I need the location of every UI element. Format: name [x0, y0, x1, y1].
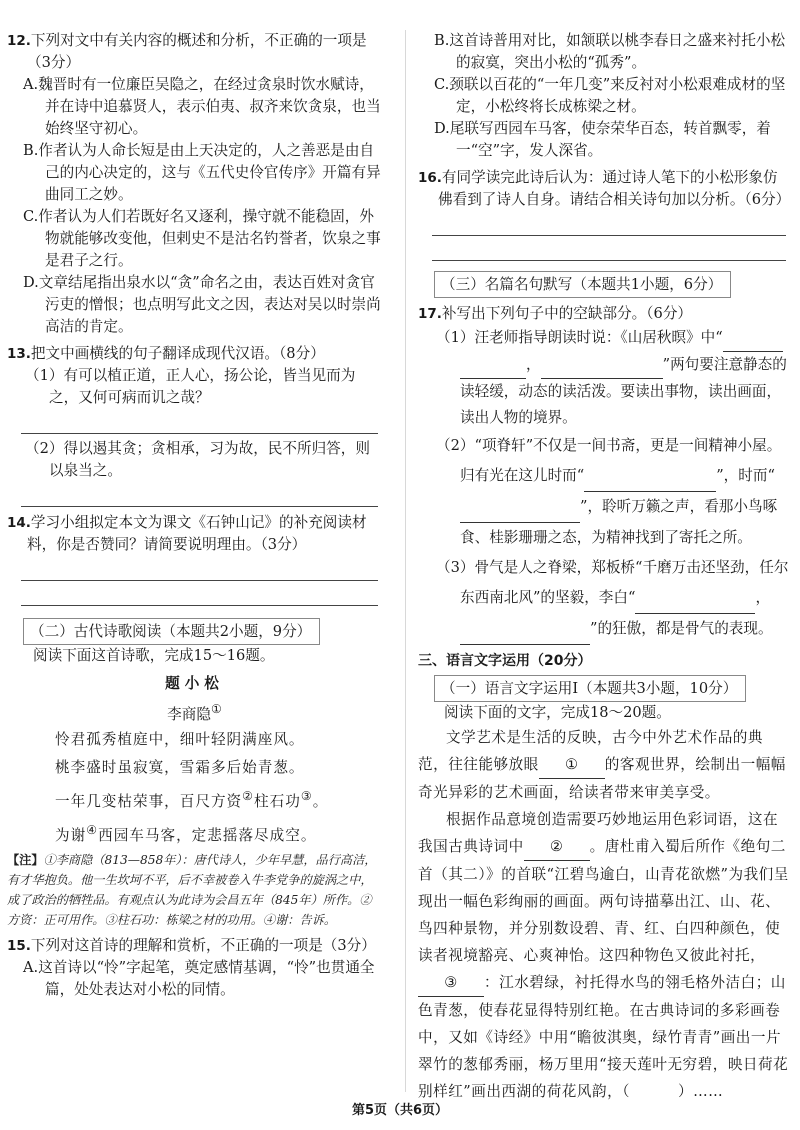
column-divider	[405, 30, 406, 1092]
option-a: A.这首诗以“怜”字起笔，奠定感情基调，“怜”也贯通全篇，处处表达对小松的同情。	[23, 958, 375, 998]
left-column	[7, 30, 382, 1006]
question-13-stem: 13.把文中画横线的句子翻译成现代汉语。（8分）	[7, 345, 325, 362]
question-17-stem: 17.补写出下列句子中的空缺部分。（6分）	[418, 305, 693, 322]
blank-3[interactable]: ③	[418, 969, 484, 997]
poem-line: 怜君孤秀植庭中，细叶轻阴满座风。	[55, 730, 305, 748]
poem-line: 一年几变枯荣事，百尺方资②柱石功③。	[55, 788, 329, 810]
fill-blank[interactable]	[460, 492, 580, 523]
question-number: 12.	[7, 33, 31, 49]
poem-notes: 【注】①李商隐（813—858年）：唐代诗人，少年早慧，品行高洁，有才华抱负。他一生坎坷不平，后不幸被卷入牛李党争的旋涡之中，成了政治的牺牲品。有观点认为此诗为会昌五年（845年）所作。②方资：正可用作。③柱石功：栋梁之材的功用。④谢：告诉。	[7, 852, 377, 927]
poem-line: 桃李盛时虽寂寞，雪霜多后始青葱。	[55, 758, 305, 776]
fill-blank[interactable]	[723, 325, 783, 352]
fill-blank[interactable]	[584, 461, 716, 492]
sub-question-2: （2）“项脊轩”不仅是一间书斋，更是一间精神小屋。归有光在这儿时而“ ”，时而“”，聆听万籁之声，看那小鸟啄食、桂影珊珊之态，为精神找到了寄托之所。	[436, 437, 782, 546]
section-header: （一）语言文字运用Ⅰ（本题共3小题，10分）	[418, 675, 790, 702]
question-13	[7, 343, 382, 507]
poem-author: 李商隐①	[167, 702, 222, 723]
question-15-stem: 15.下列对这首诗的理解和赏析，不正确的一项是（3分）	[7, 936, 376, 954]
question-15	[7, 935, 382, 1001]
answer-line[interactable]	[432, 211, 786, 236]
passage-paragraph: 文学艺术是生活的反映，古今中外艺术作品的典范，往往能够放眼 ① 的客观世界，绘制出一幅幅奇光异彩的艺术画面，给读者带来审美享受。	[418, 729, 786, 801]
fill-blank[interactable]	[635, 583, 755, 614]
fill-blank[interactable]	[460, 352, 526, 379]
option-c: C.作者认为人们若既好名又逐利，操守就不能稳固，外物就能够改变他，但剌史不是沽名钓誉者，饮泉之事是君子之行。	[23, 208, 381, 269]
poem-title: 题小松	[165, 675, 224, 692]
answer-line[interactable]	[21, 581, 378, 606]
question-17	[418, 303, 790, 645]
question-15-continued	[418, 30, 790, 162]
option-d: D.文章结尾指出泉水以“贪”命名之由，表达百姓对贪官污吏的憎恨；也点明写此文之因，表达对吴以时崇尚高洁的肯定。	[23, 274, 381, 335]
section-header: （三）名篇名句默写（本题共1小题，6分）	[418, 271, 790, 298]
option-d: D.尾联写西园车马客，使奈荣华百态，转首飘零，着一“空”字，发人深省。	[434, 120, 771, 159]
question-12	[7, 30, 382, 338]
option-b: B.作者认为人命长短是由上天决定的，人之善恶是由自己的内心决定的，这与《五代史伶官传序》开篇有异曲同工之妙。	[23, 142, 381, 203]
section-poetry	[7, 618, 382, 930]
sub-question-1: （1）有可以植正道，正人心，扬公论，皆当见而为之，又何可病而讥之哉？	[25, 367, 356, 406]
answer-line[interactable]	[21, 482, 378, 507]
fill-blank[interactable]	[460, 614, 590, 645]
page-footer: 第5页（共6页）	[351, 1103, 449, 1118]
passage-paragraph: 根据作品意境创造需要巧妙地运用色彩词语，这在我国古典诗词中 ② 。唐杜甫入蜀后所作《绝句二首（其二）》的首联“江碧鸟逾白，山青花欲燃”为我们呈现出一幅色彩绚丽的画面。两句诗描摹出江、山、花、鸟四种景物，并分别数设碧、青、红、白四种颜色，使读者视境豁亮、心爽神怡。这四种物色又彼此衬托，③ ：江水碧绿，衬托得水鸟的翎毛格外洁白；山色青葱，使春花显得特别红艳。在古典诗词的多彩画卷中，又如《诗经》中用“瞻彼淇奥，绿竹青青”画出一片翠竹的葱郁秀丽，杨万里用“接天莲叶无穷碧，映日荷花别样红”画出西湖的荷花风韵，（ ）……	[418, 811, 789, 1100]
section-lead: 阅读下面的文字，完成18～20题。	[444, 704, 671, 721]
option-c: C.颈联以百花的“一年几变”来反衬对小松艰难成材的坚定，小松终将长成栋梁之材。	[434, 76, 786, 115]
section-dictation	[418, 271, 790, 298]
section-header: （二）古代诗歌阅读（本题共2小题，9分）	[7, 618, 382, 645]
fill-blank[interactable]	[541, 352, 663, 379]
answer-line[interactable]	[21, 556, 378, 581]
question-12-stem: 12.下列对文中有关内容的概述和分析，不正确的一项是（3分）	[7, 32, 367, 71]
section-lead: 阅读下面这首诗歌，完成15～16题。	[33, 647, 275, 664]
right-column	[418, 30, 790, 1110]
poem-line: 为谢④西园车马客，定悲摇落尽成空。	[55, 822, 317, 844]
part-3	[418, 650, 790, 1105]
answer-line[interactable]	[432, 236, 786, 261]
option-a: A.魏晋时有一位廉臣吴隐之，在经过贪泉时饮水赋诗，并在诗中追慕贤人，表示伯夷、叔齐来饮贪泉，也当始终坚守初心。	[23, 76, 381, 137]
sub-question-3: （3）骨气是人之脊梁，郑板桥“千磨万击还坚劲，任尔东西南北风”的坚毅，李白“ ，”的狂傲，都是骨气的表现。	[418, 553, 790, 645]
question-16-stem: 16.有同学读完此诗后认为：通过诗人笔下的小松形象仿佛看到了诗人自身。请结合相关诗句加以分析。（6分）	[418, 169, 791, 208]
sub-question-2: （2）得以遏其贪；贪相承，习为故，民不所归答，则以泉当之。	[25, 440, 370, 479]
question-14	[7, 512, 382, 606]
part-header: 三、语言文字运用（20分）	[418, 653, 592, 669]
question-16	[418, 167, 790, 261]
answer-line[interactable]	[21, 409, 378, 434]
question-14-stem: 14.学习小组拟定本文为课文《石钟山记》的补充阅读材料，你是否赞同？请简要说明理由。（3分）	[7, 514, 367, 553]
option-b: B.这首诗普用对比，如颔联以桃李春日之盛来衬托小松的寂寞，突出小松的“孤秀”。	[434, 32, 786, 71]
sub-question-1: （1）汪老师指导朗读时说：《山居秋暝》中“ ， ”两句要注意静态的读轻缓，动态的读活泼。要读出事物，读出画面，读出人物的境界。	[418, 325, 790, 431]
blank-2[interactable]: ②	[524, 833, 590, 861]
blank-1[interactable]: ①	[539, 751, 605, 779]
